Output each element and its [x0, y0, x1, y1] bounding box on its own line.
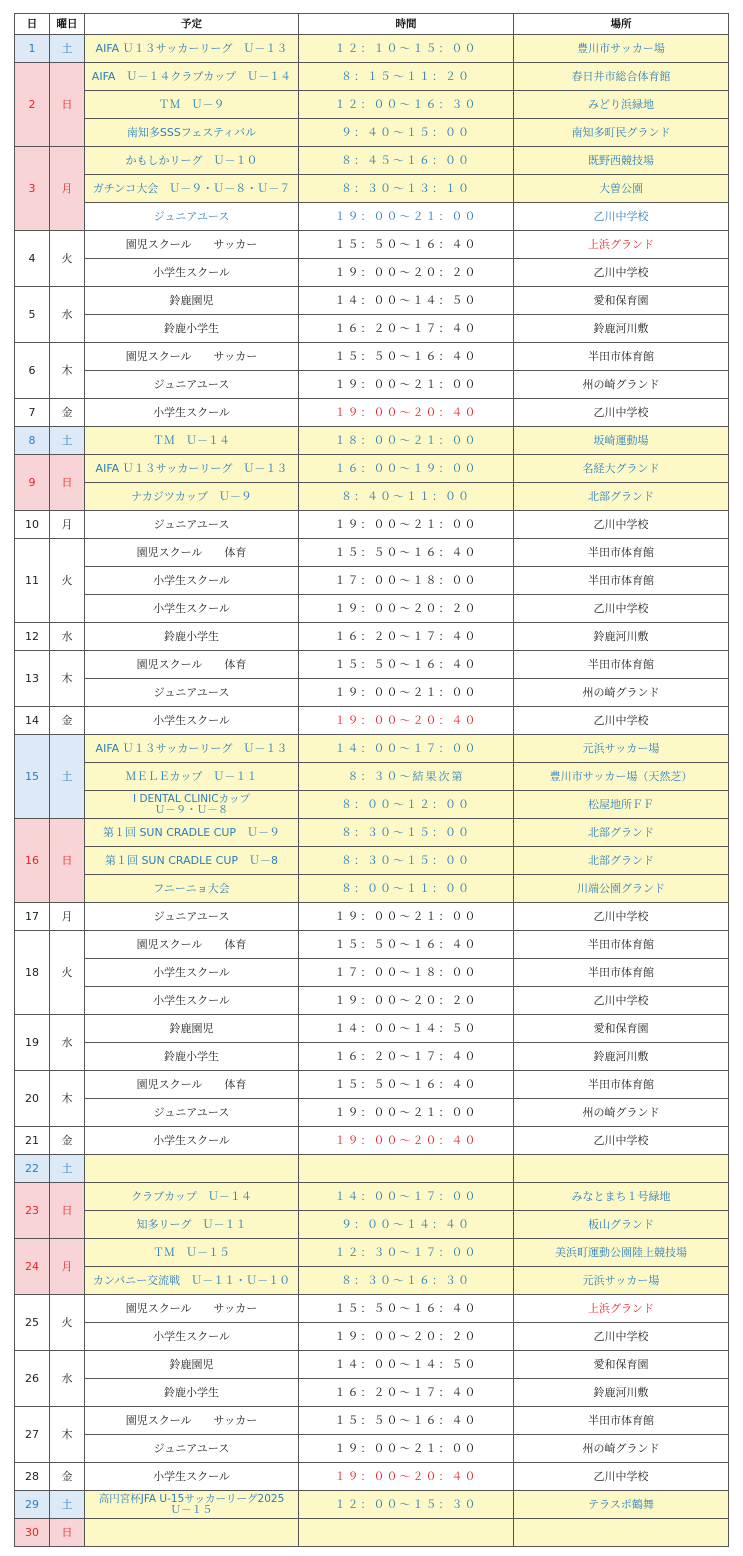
event-time: １９：００～２１：００ — [299, 1099, 514, 1127]
event-time: ８：４５～１６：００ — [299, 147, 514, 175]
schedule-row — [15, 959, 729, 987]
event-place: 乙川中学校 — [514, 399, 729, 427]
header-weekday: 曜日 — [50, 14, 85, 35]
event-place — [514, 1155, 729, 1183]
weekday: 木 — [50, 651, 85, 707]
event-time: １４：００～１４：５０ — [299, 1351, 514, 1379]
schedule-row — [15, 791, 729, 819]
event-plan: 小学生スクール — [85, 1127, 299, 1155]
day-number: 21 — [15, 1127, 50, 1155]
event-plan: 小学生スクール — [85, 567, 299, 595]
event-plan: 鈴鹿小学生 — [85, 1043, 299, 1071]
schedule-row — [15, 1239, 729, 1267]
weekday: 月 — [50, 1239, 85, 1295]
schedule-row — [15, 287, 729, 315]
weekday: 水 — [50, 1015, 85, 1071]
event-place: 板山グランド — [514, 1211, 729, 1239]
weekday: 日 — [50, 819, 85, 903]
event-plan: ジュニアユース — [85, 679, 299, 707]
event-plan: ナカジツカップ Ｕ－９ — [85, 483, 299, 511]
event-time: １５：５０～１６：４０ — [299, 651, 514, 679]
weekday: 土 — [50, 1491, 85, 1519]
event-time: １４：００～１４：５０ — [299, 287, 514, 315]
event-place: 豊川市サッカー場 — [514, 35, 729, 63]
weekday: 日 — [50, 1519, 85, 1547]
weekday: 水 — [50, 287, 85, 343]
schedule-row — [15, 567, 729, 595]
schedule-row — [15, 903, 729, 931]
event-plan: 鈴鹿小学生 — [85, 1379, 299, 1407]
day-number: 23 — [15, 1183, 50, 1239]
schedule-row — [15, 371, 729, 399]
event-place: 上浜グランド — [514, 1295, 729, 1323]
schedule-row — [15, 231, 729, 259]
day-number: 29 — [15, 1491, 50, 1519]
schedule-row — [15, 343, 729, 371]
event-time: １５：５０～１６：４０ — [299, 1295, 514, 1323]
weekday: 日 — [50, 1183, 85, 1239]
event-plan: 小学生スクール — [85, 595, 299, 623]
weekday: 金 — [50, 1127, 85, 1155]
event-plan: 園児スクール サッカー — [85, 1407, 299, 1435]
event-plan: 知多リーグ Ｕ－１１ — [85, 1211, 299, 1239]
schedule-row — [15, 483, 729, 511]
day-number: 15 — [15, 735, 50, 819]
schedule-row — [15, 315, 729, 343]
event-place: 上浜グランド — [514, 231, 729, 259]
event-place: 半田市体育館 — [514, 959, 729, 987]
weekday: 土 — [50, 35, 85, 63]
event-place: 乙川中学校 — [514, 259, 729, 287]
event-time: １６：２０～１７：４０ — [299, 1379, 514, 1407]
day-number: 2 — [15, 63, 50, 147]
event-time: ８：１５～１１：２０ — [299, 63, 514, 91]
event-plan: AIFA Ｕ１３サッカーリーグ Ｕ－１３ — [85, 455, 299, 483]
day-number: 30 — [15, 1519, 50, 1547]
day-number: 5 — [15, 287, 50, 343]
schedule-row — [15, 35, 729, 63]
event-plan: 第１回 SUN CRADLE CUP Ｕ－8 — [85, 847, 299, 875]
event-plan: 第１回 SUN CRADLE CUP Ｕ－９ — [85, 819, 299, 847]
event-plan: AIFA Ｕ－１４クラブカップ Ｕ－１４ — [85, 63, 299, 91]
header-day: 日 — [15, 14, 50, 35]
event-time: １５：５０～１６：４０ — [299, 231, 514, 259]
event-time: １９：００～２０：２０ — [299, 1323, 514, 1351]
event-place: 半田市体育館 — [514, 343, 729, 371]
schedule-row — [15, 1379, 729, 1407]
day-number: 18 — [15, 931, 50, 1015]
schedule-row — [15, 847, 729, 875]
event-place: 南知多町民グランド — [514, 119, 729, 147]
event-place: 乙川中学校 — [514, 1463, 729, 1491]
event-plan: AIFA Ｕ１３サッカーリーグ Ｕ－１３ — [85, 735, 299, 763]
schedule-table — [14, 13, 729, 1547]
event-place: 名経大グランド — [514, 455, 729, 483]
event-place: 愛和保育園 — [514, 287, 729, 315]
weekday: 月 — [50, 511, 85, 539]
schedule-row — [15, 875, 729, 903]
schedule-row — [15, 63, 729, 91]
event-plan: 鈴鹿小学生 — [85, 315, 299, 343]
schedule-row — [15, 595, 729, 623]
day-number: 8 — [15, 427, 50, 455]
event-place: 半田市体育館 — [514, 1071, 729, 1099]
schedule-row — [15, 651, 729, 679]
event-place: 鈴鹿河川敷 — [514, 315, 729, 343]
header-row — [15, 14, 729, 35]
event-time: ９：４０～１５：００ — [299, 119, 514, 147]
schedule-row — [15, 819, 729, 847]
event-plan: 小学生スクール — [85, 259, 299, 287]
event-time: １９：００～２０：２０ — [299, 987, 514, 1015]
weekday: 日 — [50, 63, 85, 147]
event-plan — [85, 1519, 299, 1547]
event-plan: 園児スクール 体育 — [85, 1071, 299, 1099]
event-place: 坂崎運動場 — [514, 427, 729, 455]
schedule-row — [15, 1071, 729, 1099]
day-number: 1 — [15, 35, 50, 63]
event-time: １４：００～１７：００ — [299, 1183, 514, 1211]
event-place: 乙川中学校 — [514, 595, 729, 623]
schedule-row — [15, 455, 729, 483]
weekday: 金 — [50, 707, 85, 735]
event-place: 北部グランド — [514, 847, 729, 875]
weekday: 木 — [50, 1071, 85, 1127]
event-place — [514, 1519, 729, 1547]
schedule-row — [15, 147, 729, 175]
day-number: 20 — [15, 1071, 50, 1127]
event-time — [299, 1519, 514, 1547]
day-number: 28 — [15, 1463, 50, 1491]
event-plan: ＭＥＬＥカップ Ｕ－１１ — [85, 763, 299, 791]
day-number: 6 — [15, 343, 50, 399]
schedule-row — [15, 1099, 729, 1127]
event-place: 大曽公園 — [514, 175, 729, 203]
event-plan: 鈴鹿園児 — [85, 1351, 299, 1379]
schedule-row — [15, 1519, 729, 1547]
event-time: １９：００～２０：４０ — [299, 399, 514, 427]
event-place: 鈴鹿河川敷 — [514, 1043, 729, 1071]
weekday: 月 — [50, 903, 85, 931]
event-place: 乙川中学校 — [514, 203, 729, 231]
weekday: 火 — [50, 231, 85, 287]
event-plan: 鈴鹿園児 — [85, 287, 299, 315]
event-plan: フニーニョ大会 — [85, 875, 299, 903]
event-place: 春日井市総合体育館 — [514, 63, 729, 91]
header-plan: 予定 — [85, 14, 299, 35]
event-place: 半田市体育館 — [514, 1407, 729, 1435]
event-time: １２：００～１６：３０ — [299, 91, 514, 119]
event-place: みどり浜緑地 — [514, 91, 729, 119]
event-plan: 園児スクール サッカー — [85, 231, 299, 259]
weekday: 土 — [50, 427, 85, 455]
event-plan — [85, 1155, 299, 1183]
schedule-row — [15, 1351, 729, 1379]
schedule-row — [15, 1015, 729, 1043]
day-number: 22 — [15, 1155, 50, 1183]
event-time: １７：００～１８：００ — [299, 959, 514, 987]
event-time: ８：３０～１５：００ — [299, 819, 514, 847]
schedule-row — [15, 1183, 729, 1211]
event-time: １２：１０～１５：００ — [299, 35, 514, 63]
event-time: １５：５０～１６：４０ — [299, 539, 514, 567]
event-plan: 園児スクール 体育 — [85, 931, 299, 959]
event-place: 既野西競技場 — [514, 147, 729, 175]
event-plan: カンパニー交流戦 Ｕ－１１・Ｕ－１０ — [85, 1267, 299, 1295]
schedule-row — [15, 931, 729, 959]
schedule-row — [15, 1267, 729, 1295]
event-time: １９：００～２１：００ — [299, 1435, 514, 1463]
day-number: 26 — [15, 1351, 50, 1407]
event-time: ８：３０～１５：００ — [299, 847, 514, 875]
day-number: 24 — [15, 1239, 50, 1295]
schedule-row — [15, 1463, 729, 1491]
event-plan: ジュニアユース — [85, 1435, 299, 1463]
event-place: みなとまち１号緑地 — [514, 1183, 729, 1211]
event-place: 半田市体育館 — [514, 539, 729, 567]
day-number: 14 — [15, 707, 50, 735]
schedule-row — [15, 91, 729, 119]
schedule-row — [15, 679, 729, 707]
event-plan: AIFA Ｕ１３サッカーリーグ Ｕ－１３ — [85, 35, 299, 63]
event-place: 元浜サッカー場 — [514, 1267, 729, 1295]
weekday: 火 — [50, 539, 85, 623]
schedule-row — [15, 1323, 729, 1351]
event-place: 半田市体育館 — [514, 651, 729, 679]
schedule-row — [15, 623, 729, 651]
event-place: 北部グランド — [514, 819, 729, 847]
event-time: ８：３０～結果次第 — [299, 763, 514, 791]
event-time: ８：００～１１：００ — [299, 875, 514, 903]
event-time: １９：００～２０：４０ — [299, 1127, 514, 1155]
schedule-row — [15, 119, 729, 147]
schedule-row — [15, 735, 729, 763]
day-number: 11 — [15, 539, 50, 623]
event-plan: 高円宮杯JFA U-15サッカーリーグ2025 Ｕ－１５ — [85, 1491, 299, 1519]
header-place: 場所 — [514, 14, 729, 35]
day-number: 3 — [15, 147, 50, 231]
day-number: 19 — [15, 1015, 50, 1071]
event-time: １９：００～２１：００ — [299, 511, 514, 539]
event-plan: 小学生スクール — [85, 707, 299, 735]
event-plan: ＴＭ Ｕ－９ — [85, 91, 299, 119]
schedule-row — [15, 399, 729, 427]
weekday: 火 — [50, 931, 85, 1015]
event-plan: ガチンコ大会 Ｕ－９・Ｕ－８・Ｕ－７ — [85, 175, 299, 203]
event-place: 乙川中学校 — [514, 987, 729, 1015]
event-time: １９：００～２１：００ — [299, 371, 514, 399]
weekday: 水 — [50, 1351, 85, 1407]
event-plan: 園児スクール サッカー — [85, 343, 299, 371]
event-time: １４：００～１７：００ — [299, 735, 514, 763]
event-time: １５：５０～１６：４０ — [299, 343, 514, 371]
event-place: 北部グランド — [514, 483, 729, 511]
schedule-row — [15, 763, 729, 791]
event-place: 州の崎グランド — [514, 1435, 729, 1463]
schedule-row — [15, 1211, 729, 1239]
event-plan: 小学生スクール — [85, 399, 299, 427]
event-place: 乙川中学校 — [514, 707, 729, 735]
event-place: 州の崎グランド — [514, 1099, 729, 1127]
day-number: 13 — [15, 651, 50, 707]
event-place: テラスポ鶴舞 — [514, 1491, 729, 1519]
weekday: 土 — [50, 1155, 85, 1183]
event-time — [299, 1155, 514, 1183]
weekday: 日 — [50, 455, 85, 511]
day-number: 12 — [15, 623, 50, 651]
event-place: 鈴鹿河川敷 — [514, 1379, 729, 1407]
event-plan: ジュニアユース — [85, 903, 299, 931]
event-time: １９：００～２１：００ — [299, 203, 514, 231]
event-place: 乙川中学校 — [514, 903, 729, 931]
weekday: 木 — [50, 1407, 85, 1463]
event-plan: 園児スクール サッカー — [85, 1295, 299, 1323]
event-time: １８：００～２１：００ — [299, 427, 514, 455]
event-time: ８：３０～１６：３０ — [299, 1267, 514, 1295]
day-number: 4 — [15, 231, 50, 287]
event-time: １９：００～２０：２０ — [299, 259, 514, 287]
schedule-row — [15, 539, 729, 567]
event-time: １９：００～２１：００ — [299, 679, 514, 707]
event-place: 愛和保育園 — [514, 1015, 729, 1043]
weekday: 金 — [50, 1463, 85, 1491]
schedule-row — [15, 427, 729, 455]
day-number: 17 — [15, 903, 50, 931]
event-plan: 鈴鹿園児 — [85, 1015, 299, 1043]
event-plan: ジュニアユース — [85, 203, 299, 231]
event-time: ８：３０～１３：１０ — [299, 175, 514, 203]
event-time: ８：００～１２：００ — [299, 791, 514, 819]
header-time: 時間 — [299, 14, 514, 35]
event-place: 乙川中学校 — [514, 1323, 729, 1351]
event-place: 乙川中学校 — [514, 1127, 729, 1155]
schedule-row — [15, 1407, 729, 1435]
schedule-body — [15, 35, 729, 1547]
event-time: １２：００～１５：３０ — [299, 1491, 514, 1519]
day-number: 9 — [15, 455, 50, 511]
event-time: １９：００～２０：４０ — [299, 1463, 514, 1491]
event-time: １９：００～２０：２０ — [299, 595, 514, 623]
event-place: 乙川中学校 — [514, 511, 729, 539]
schedule-wrapper — [14, 13, 729, 1547]
event-place: 元浜サッカー場 — [514, 735, 729, 763]
event-place: 鈴鹿河川敷 — [514, 623, 729, 651]
weekday: 月 — [50, 147, 85, 231]
event-plan: ＴＭ Ｕ－１４ — [85, 427, 299, 455]
event-place: 州の崎グランド — [514, 371, 729, 399]
day-number: 27 — [15, 1407, 50, 1463]
event-place: 愛和保育園 — [514, 1351, 729, 1379]
event-plan: 小学生スクール — [85, 987, 299, 1015]
schedule-row — [15, 707, 729, 735]
event-plan: ジュニアユース — [85, 1099, 299, 1127]
day-number: 10 — [15, 511, 50, 539]
weekday: 水 — [50, 623, 85, 651]
schedule-row — [15, 987, 729, 1015]
schedule-row — [15, 1295, 729, 1323]
event-time: １５：５０～１６：４０ — [299, 1407, 514, 1435]
weekday: 木 — [50, 343, 85, 399]
event-plan: 小学生スクール — [85, 1323, 299, 1351]
event-plan: 小学生スクール — [85, 959, 299, 987]
event-plan: 園児スクール 体育 — [85, 651, 299, 679]
schedule-row — [15, 511, 729, 539]
schedule-row — [15, 1491, 729, 1519]
event-time: １４：００～１４：５０ — [299, 1015, 514, 1043]
event-plan: 園児スクール 体育 — [85, 539, 299, 567]
weekday: 火 — [50, 1295, 85, 1351]
event-place: 松屋地所ＦＦ — [514, 791, 729, 819]
event-plan: ジュニアユース — [85, 511, 299, 539]
event-time: ９：００～１４：４０ — [299, 1211, 514, 1239]
event-place: 川端公園グランド — [514, 875, 729, 903]
event-time: １９：００～２０：４０ — [299, 707, 514, 735]
event-time: １７：００～１８：００ — [299, 567, 514, 595]
event-place: 州の崎グランド — [514, 679, 729, 707]
day-number: 7 — [15, 399, 50, 427]
weekday: 金 — [50, 399, 85, 427]
event-time: １９：００～２１：００ — [299, 903, 514, 931]
event-plan: ジュニアユース — [85, 371, 299, 399]
event-place: 半田市体育館 — [514, 931, 729, 959]
schedule-row — [15, 1043, 729, 1071]
event-plan: かもしかリーグ Ｕ－１０ — [85, 147, 299, 175]
event-time: １６：２０～１７：４０ — [299, 315, 514, 343]
day-number: 16 — [15, 819, 50, 903]
event-place: 美浜町運動公園陸上競技場 — [514, 1239, 729, 1267]
event-time: １５：５０～１６：４０ — [299, 1071, 514, 1099]
event-place: 半田市体育館 — [514, 567, 729, 595]
event-time: １２：３０～１７：００ — [299, 1239, 514, 1267]
schedule-row — [15, 175, 729, 203]
event-time: １６：００～１９：００ — [299, 455, 514, 483]
weekday: 土 — [50, 735, 85, 819]
event-time: １５：５０～１６：４０ — [299, 931, 514, 959]
event-plan: 小学生スクール — [85, 1463, 299, 1491]
event-plan: クラブカップ Ｕ－１４ — [85, 1183, 299, 1211]
schedule-row — [15, 1127, 729, 1155]
day-number: 25 — [15, 1295, 50, 1351]
schedule-row — [15, 203, 729, 231]
schedule-row — [15, 1435, 729, 1463]
event-plan: 南知多SSSフェスティバル — [85, 119, 299, 147]
schedule-row — [15, 259, 729, 287]
event-plan: I DENTAL CLINICカップ Ｕ－９・Ｕ－８ — [85, 791, 299, 819]
event-plan: ＴＭ Ｕ－１５ — [85, 1239, 299, 1267]
event-time: １６：２０～１７：４０ — [299, 623, 514, 651]
event-plan: 鈴鹿小学生 — [85, 623, 299, 651]
schedule-row — [15, 1155, 729, 1183]
event-time: ８：４０～１１：００ — [299, 483, 514, 511]
event-place: 豊川市サッカー場（天然芝） — [514, 763, 729, 791]
event-time: １６：２０～１７：４０ — [299, 1043, 514, 1071]
